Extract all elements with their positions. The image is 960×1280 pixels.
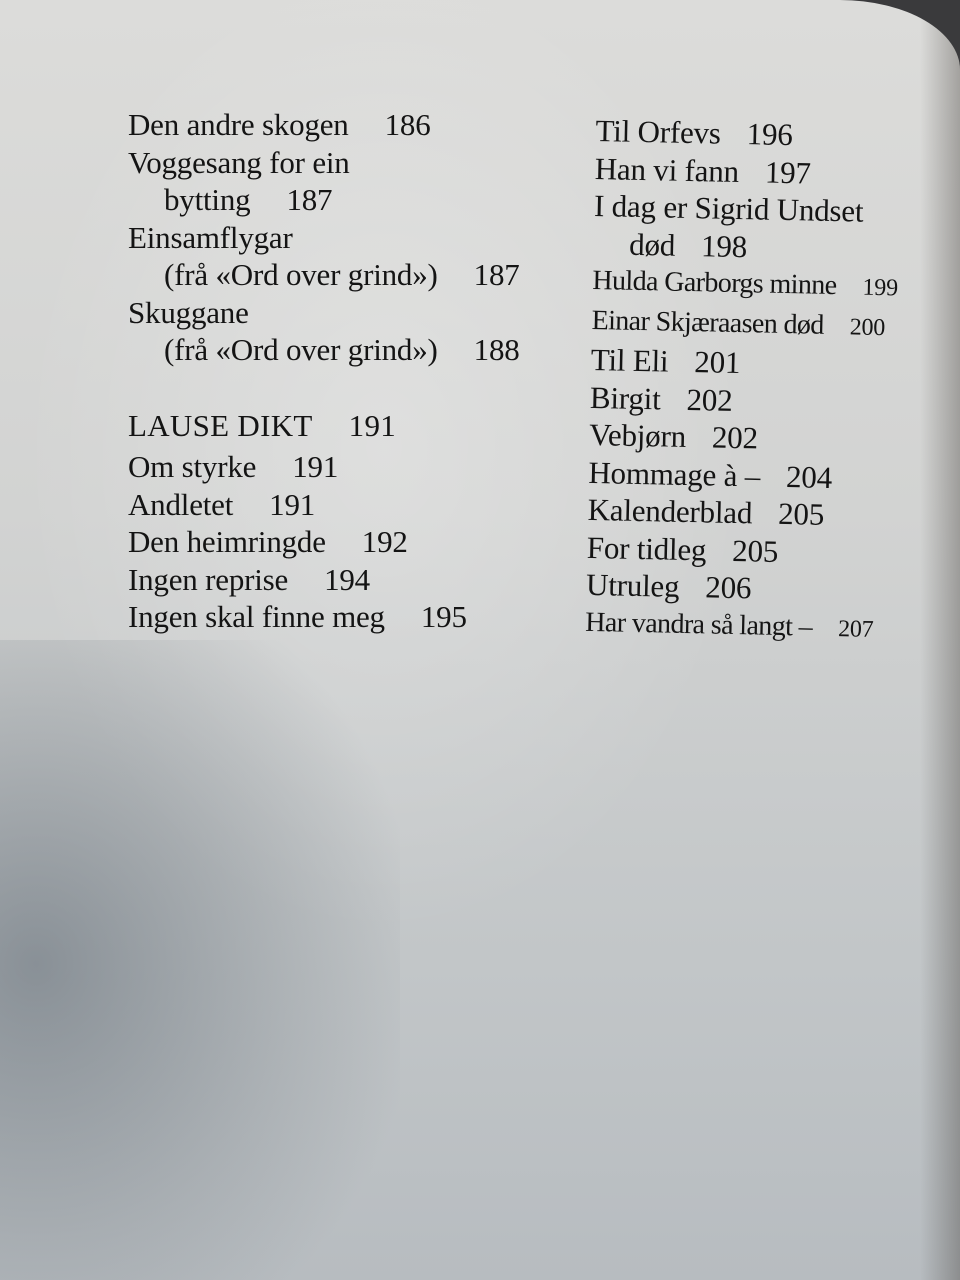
entry-page: 192 [361,524,408,559]
entry-title: Kalenderblad [587,491,753,531]
section-page: 191 [348,407,397,443]
toc-entry [128,144,598,182]
toc-entry [128,448,598,486]
entry-title: Einsamflygar [128,219,293,255]
entry-title: Han vi fann [594,150,740,189]
entry-title: I dag er Sigrid Undset [593,187,864,229]
entry-title: (frå «Ord over grind») [164,332,438,367]
entry-page: 202 [686,381,733,418]
toc-entry [128,106,598,144]
entry-title: Birgit [589,379,661,416]
entry-page: 206 [705,569,752,606]
section-title: LAUSE DIKT [128,407,313,443]
toc-entry [128,294,598,332]
entry-page: 204 [785,458,833,495]
entry-title: Hulda Garborgs minne [592,264,837,302]
entry-title: Andletet [128,486,234,522]
entry-title: Vebjørn [588,416,687,454]
entry-page: 191 [269,486,316,522]
entry-title: Den andre skogen [128,107,349,142]
entry-title: Har vandra så langt – [584,606,813,643]
toc-entry [128,331,598,369]
toc-entry [128,219,598,257]
entry-page: 195 [420,599,467,634]
entry-page: 199 [862,274,899,302]
entry-page: 201 [694,344,741,381]
entry-page: 196 [746,116,794,153]
entry-page: 205 [777,495,825,532]
entry-title: (frå «Ord over grind») [164,257,438,292]
toc-entry [128,181,598,219]
entry-title: Utruleg [585,566,680,604]
toc-entry [128,486,598,524]
entry-title: For tidleg [586,529,707,567]
entry-title: Einar Skjæraasen død [591,304,825,341]
entry-page: 197 [764,154,812,191]
entry-page: 205 [731,532,779,569]
toc-entry [128,561,598,599]
entry-page: 187 [286,182,333,217]
entry-page: 186 [384,107,431,142]
entry-title: Hommage à – [588,454,761,494]
toc-entry [128,523,598,561]
entry-title: Ingen skal finne meg [128,599,385,634]
entry-title: død [628,226,676,263]
section-heading [128,407,598,445]
hand-shadow [0,640,400,1280]
entry-page: 191 [292,449,339,484]
toc-entry [128,256,598,294]
entry-title: Ingen reprise [128,561,289,597]
toc-entry [585,603,926,650]
toc-left-column [128,106,598,636]
entry-title: Til Orfevs [595,112,722,151]
entry-title: Til Eli [590,341,669,379]
entry-page: 198 [700,227,748,264]
entry-title: bytting [164,182,251,217]
entry-page: 202 [711,419,759,456]
entry-page: 194 [324,561,370,597]
toc-entry [128,598,598,636]
toc-right-column [585,112,936,650]
entry-page: 187 [473,257,520,292]
entry-title: Voggesang for ein [128,144,350,180]
entry-page: 207 [837,615,874,643]
entry-title: Skuggane [128,294,249,330]
entry-title: Den heimringde [128,524,326,559]
entry-title: Om styrke [128,449,257,484]
entry-page: 200 [849,313,886,341]
entry-page: 188 [473,332,520,367]
